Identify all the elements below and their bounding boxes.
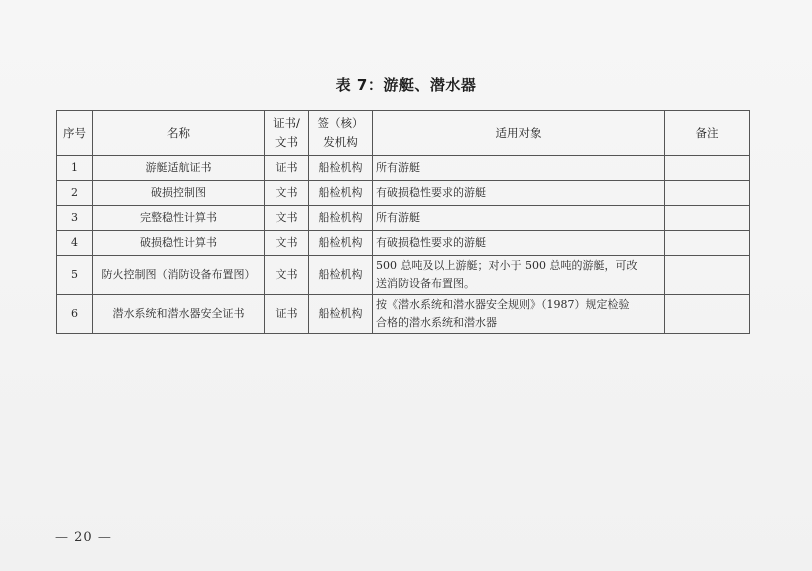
cell-applicable-line2: 合格的潜水系统和潜水器 [376,316,497,329]
cell-name: 完整稳性计算书 [93,206,265,231]
cell-type: 文书 [265,206,309,231]
header-issuer [309,111,373,156]
cell-type: 证书 [265,295,309,334]
table-row [57,156,750,181]
table-row [57,231,750,256]
cell-name: 破损控制图 [93,181,265,206]
cell-seq: 3 [57,206,93,231]
page-footer [55,530,112,545]
page-number: 20 [74,530,93,545]
table-header-row [57,111,750,156]
cell-issuer: 船检机构 [309,295,373,334]
cell-seq: 1 [57,156,93,181]
cell-issuer: 船检机构 [309,181,373,206]
header-remarks: 备注 [665,111,750,156]
cell-applicable-line1: 500 总吨及以上游艇；对小于 500 总吨的游艇，可改 [376,259,638,272]
cell-remarks [665,181,750,206]
cell-seq: 6 [57,295,93,334]
cell-applicable-line1: 按《潜水系统和潜水器安全规则》（1987）规定检验 [376,298,630,311]
cell-remarks [665,256,750,295]
cell-remarks [665,231,750,256]
cell-seq: 2 [57,181,93,206]
cell-issuer: 船检机构 [309,156,373,181]
cell-remarks [665,206,750,231]
cell-applicable: 有破损稳性要求的游艇 [373,181,665,206]
cell-type: 文书 [265,181,309,206]
header-type-line1: 证书/ [273,116,300,130]
table-title: 表 7：游艇、潜水器 [335,76,477,94]
cell-type: 文书 [265,256,309,295]
table-row [57,295,750,334]
cell-applicable: 所有游艇 [373,206,665,231]
header-type [265,111,309,156]
header-applicable: 适用对象 [373,111,665,156]
certificate-table [56,110,750,334]
cell-issuer: 船检机构 [309,256,373,295]
header-type-line2: 文书 [275,135,298,149]
table-row [57,181,750,206]
cell-name: 破损稳性计算书 [93,231,265,256]
footer-dash-left: — [55,530,69,545]
table-row [57,256,750,295]
cell-applicable [373,256,665,295]
cell-type: 文书 [265,231,309,256]
header-issuer-line1: 签（核） [317,116,364,130]
cell-applicable: 所有游艇 [373,156,665,181]
footer-dash-right: — [97,530,112,545]
cell-applicable: 有破损稳性要求的游艇 [373,231,665,256]
cell-remarks [665,156,750,181]
cell-applicable [373,295,665,334]
header-name: 名称 [93,111,265,156]
cell-name: 潜水系统和潜水器安全证书 [93,295,265,334]
cell-seq: 4 [57,231,93,256]
cell-name: 防火控制图（消防设备布置图） [93,256,265,295]
header-issuer-line2: 发机构 [323,135,358,149]
cell-seq: 5 [57,256,93,295]
cell-type: 证书 [265,156,309,181]
cell-issuer: 船检机构 [309,206,373,231]
cell-remarks [665,295,750,334]
cell-applicable-line2: 送消防设备布置图。 [376,277,475,290]
header-seq: 序号 [57,111,93,156]
cell-issuer: 船检机构 [309,231,373,256]
cell-name: 游艇适航证书 [93,156,265,181]
table-row [57,206,750,231]
